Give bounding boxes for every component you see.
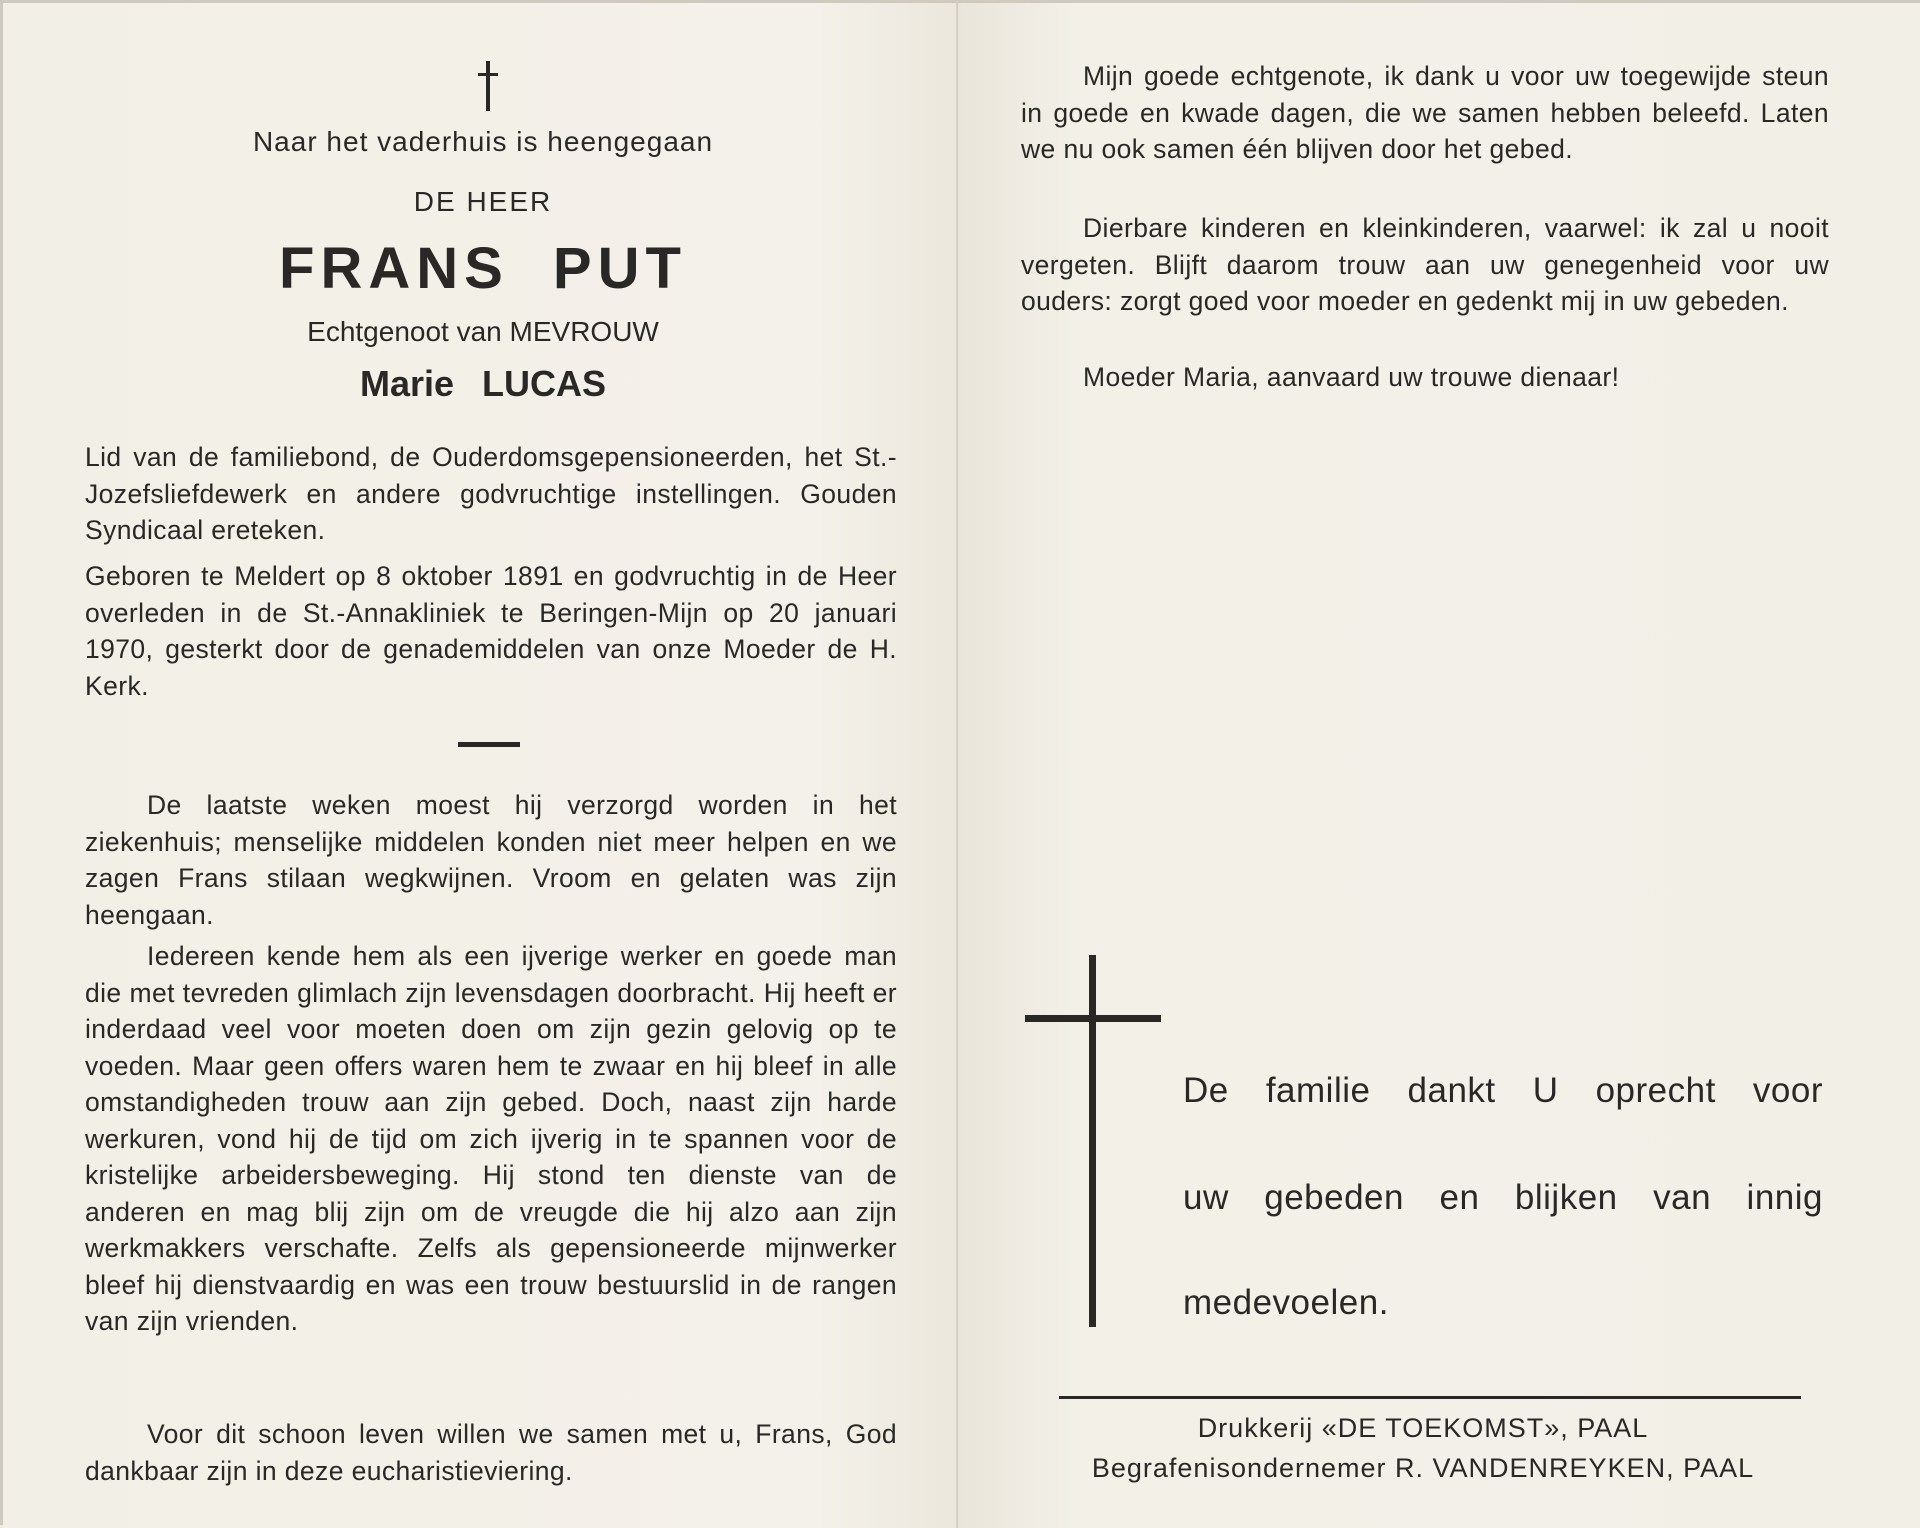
undertaker-credit: Begrafenisondernemer R. VANDENREYKEN, PAAL: [1091, 1453, 1755, 1483]
thanks-line-2: uw gebeden en blijken van innig: [1183, 1178, 1823, 1217]
left-page: [3, 3, 958, 1528]
spouse-name: Marie LUCAS: [359, 363, 607, 404]
story-paragraph-3: Voor dit schoon leven willen we samen met u, Frans, God dankbaar zijn in deze eucharistieviering.: [85, 1419, 897, 1486]
large-cross-icon: [1025, 955, 1161, 1327]
deceased-name: FRANS PUT: [279, 236, 687, 301]
thanks-line-3: medevoelen.: [1183, 1283, 1389, 1322]
story-paragraph-1: De laatste weken moest hij verzorgd worden in het ziekenhuis; menselijke middelen konden niet meer helpen en we zagen Frans stilaan wegkwijnen. Vroom en gelaten was zijn heengaan.: [85, 790, 897, 930]
footer-rule: [1059, 1396, 1801, 1399]
thanks-line-1: De familie dankt U oprecht voor: [1183, 1071, 1823, 1110]
section-divider: [458, 742, 520, 747]
honorific: DE HEER: [413, 186, 553, 217]
small-cross-icon: [476, 61, 500, 111]
printer-credit: Drukkerij «DE TOEKOMST», PAAL: [1197, 1413, 1649, 1443]
intro-line: Naar het vaderhuis is heengegaan: [252, 126, 714, 157]
birth-death-paragraph: Geboren te Meldert op 8 oktober 1891 en godvruchtig in de Heer overleden in de St.-Annakliniek te Beringen-Mijn op 20 januari 1970, gesterkt door de genademiddelen van onze Moeder de H. Kerk.: [85, 561, 897, 701]
farewell-wife-paragraph: Mijn goede echtgenote, ik dank u voor uw toegewijde steun in goede en kwade dagen, die we samen hebben beleefd. Laten we nu ook samen één blijven door het gebed.: [1021, 61, 1829, 164]
prayer-line: Moeder Maria, aanvaard uw trouwe dienaar!: [1083, 362, 1620, 392]
spouse-intro: Echtgenoot van MEVROUW: [307, 316, 659, 347]
memberships-paragraph: Lid van de familiebond, de Ouderdomsgepensioneerden, het St.-Jozefsliefdewerk en andere godvruchtige instellingen. Gouden Syndicaal ereteken.: [85, 442, 897, 545]
farewell-children-paragraph: Dierbare kinderen en kleinkinderen, vaarwel: ik zal u nooit vergeten. Blijft daarom trouw aan uw genegenheid voor uw ouders: zorgt goed voor moeder en gedenkt mij in uw gebeden.: [1021, 213, 1829, 316]
story-paragraph-2: Iedereen kende hem als een ijverige werker en goede man die met tevreden glimlach zijn levensdagen doorbracht. Hij heeft er inderdaad veel voor moeten doen om zijn gezin gelovig op te voeden. Maar geen offers waren hem te zwaar en hij bleef in alle omstandigheden trouw aan zijn gebed. Doch, naast zijn harde werkuren, vond hij de tijd om zich ijverig in te spannen voor de kristelijke arbeidersbeweging. Hij stond ten dienste van de anderen en mag blij zijn om de vreugde die hij alzo aan zijn werkmakkers verschafte. Zelfs als gepensioneerde mijnwerker bleef hij dienstvaardig en was een trouw bestuurslid in de rangen van zijn vrienden.: [85, 941, 897, 1336]
